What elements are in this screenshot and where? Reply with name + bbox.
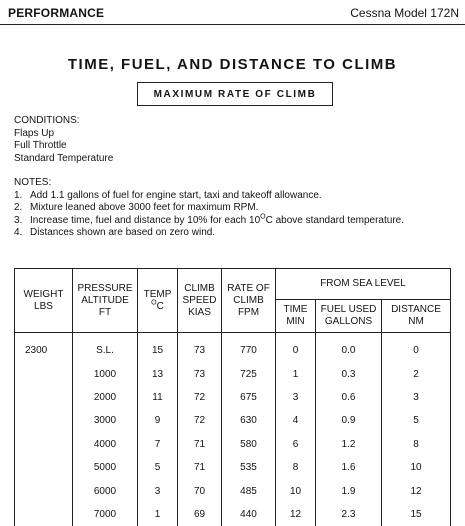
cell-speed: 71 — [178, 433, 222, 456]
note-item — [14, 190, 404, 203]
cell-fuel: 0.3 — [316, 362, 382, 385]
cell-time: 1 — [276, 362, 316, 385]
cell-weight — [15, 362, 73, 385]
page-header — [8, 6, 459, 24]
cell-temp: 13 — [138, 362, 178, 385]
header-from-sea-level: FROM SEA LEVEL — [276, 269, 451, 300]
cell-temp: 9 — [138, 409, 178, 432]
cell-time: 6 — [276, 433, 316, 456]
table-row — [15, 479, 451, 502]
header-climb-speed: CLIMB SPEED KIAS — [178, 269, 222, 333]
cell-fuel: 1.2 — [316, 433, 382, 456]
cell-weight — [15, 409, 73, 432]
cell-weight: 2300 — [15, 333, 73, 363]
header-fuel-used: FUEL USED GALLONS — [316, 300, 382, 333]
table-row — [15, 409, 451, 432]
cell-fuel: 0.0 — [316, 333, 382, 363]
notes-list — [14, 190, 404, 240]
cell-altitude: 1000 — [73, 362, 138, 385]
cell-weight — [15, 433, 73, 456]
cell-distance: 2 — [382, 362, 451, 385]
cell-time: 8 — [276, 456, 316, 479]
cell-speed: 73 — [178, 333, 222, 363]
cell-distance: 10 — [382, 456, 451, 479]
note-number: 3. — [14, 215, 30, 228]
header-time: TIME MIN — [276, 300, 316, 333]
cell-time: 10 — [276, 479, 316, 502]
note-item — [14, 202, 404, 215]
conditions-block — [14, 115, 113, 165]
condition-line: Standard Temperature — [14, 153, 113, 166]
cell-weight — [15, 479, 73, 502]
table-row — [15, 386, 451, 409]
note-number: 4. — [14, 227, 30, 240]
header-rule — [0, 24, 465, 25]
cell-rate: 630 — [222, 409, 276, 432]
cell-time: 12 — [276, 503, 316, 526]
aircraft-model: Cessna Model 172N — [350, 6, 459, 20]
cell-weight — [15, 386, 73, 409]
cell-fuel: 0.9 — [316, 409, 382, 432]
cell-temp: 11 — [138, 386, 178, 409]
cell-rate: 535 — [222, 456, 276, 479]
cell-speed: 71 — [178, 456, 222, 479]
header-temp: TEMP $^O$C — [138, 269, 178, 333]
cell-speed: 72 — [178, 386, 222, 409]
cell-rate: 440 — [222, 503, 276, 526]
table-body — [15, 333, 451, 526]
climb-performance-table — [14, 268, 451, 526]
cell-rate: 675 — [222, 386, 276, 409]
cell-rate: 580 — [222, 433, 276, 456]
notes-block — [14, 177, 404, 240]
cell-altitude: 5000 — [73, 456, 138, 479]
note-text: Distances shown are based on zero wind. — [30, 227, 215, 240]
cell-speed: 73 — [178, 362, 222, 385]
cell-time: 0 — [276, 333, 316, 363]
cell-fuel: 0.6 — [316, 386, 382, 409]
note-number: 1. — [14, 190, 30, 203]
degree-superscript: O — [260, 213, 265, 220]
cell-time: 3 — [276, 386, 316, 409]
cell-altitude: S.L. — [73, 333, 138, 363]
conditions-heading: CONDITIONS: — [14, 115, 113, 128]
note-item — [14, 227, 404, 240]
table-row — [15, 456, 451, 479]
cell-altitude: 7000 — [73, 503, 138, 526]
page-title: TIME, FUEL, AND DISTANCE TO CLIMB — [0, 56, 465, 73]
note-text — [30, 215, 404, 228]
cell-rate: 725 — [222, 362, 276, 385]
condition-line: Flaps Up — [14, 128, 113, 141]
table-row — [15, 333, 451, 363]
cell-distance: 8 — [382, 433, 451, 456]
cell-temp: 3 — [138, 479, 178, 502]
header-rate-of-climb: RATE OF CLIMB FPM — [222, 269, 276, 333]
condition-line: Full Throttle — [14, 140, 113, 153]
cell-distance: 5 — [382, 409, 451, 432]
cell-speed: 69 — [178, 503, 222, 526]
cell-temp: 5 — [138, 456, 178, 479]
note-text: Add 1.1 gallons of fuel for engine start, taxi and takeoff allowance. — [30, 190, 322, 203]
note-text: Mixture leaned above 3000 feet for maximum RPM. — [30, 202, 258, 215]
cell-distance: 0 — [382, 333, 451, 363]
cell-weight — [15, 503, 73, 526]
subtitle: MAXIMUM RATE OF CLIMB — [154, 89, 317, 100]
cell-rate: 770 — [222, 333, 276, 363]
table-row — [15, 433, 451, 456]
section-label: PERFORMANCE — [8, 6, 104, 20]
header-weight: WEIGHT LBS — [15, 269, 73, 333]
cell-temp: 1 — [138, 503, 178, 526]
cell-speed: 70 — [178, 479, 222, 502]
cell-time: 4 — [276, 409, 316, 432]
cell-temp: 7 — [138, 433, 178, 456]
cell-distance: 15 — [382, 503, 451, 526]
cell-altitude: 4000 — [73, 433, 138, 456]
note-number: 2. — [14, 202, 30, 215]
cell-altitude: 6000 — [73, 479, 138, 502]
cell-weight — [15, 456, 73, 479]
table-row — [15, 362, 451, 385]
table-row — [15, 503, 451, 526]
cell-fuel: 1.9 — [316, 479, 382, 502]
note-item — [14, 215, 404, 228]
cell-altitude: 3000 — [73, 409, 138, 432]
header-altitude: PRESSURE ALTITUDE FT — [73, 269, 138, 333]
cell-altitude: 2000 — [73, 386, 138, 409]
cell-rate: 485 — [222, 479, 276, 502]
cell-distance: 12 — [382, 479, 451, 502]
notes-heading: NOTES: — [14, 177, 404, 190]
cell-fuel: 2.3 — [316, 503, 382, 526]
cell-fuel: 1.6 — [316, 456, 382, 479]
note-text-before: Increase time, fuel and distance by 10% for each 10 — [30, 215, 260, 226]
cell-distance: 3 — [382, 386, 451, 409]
cell-speed: 72 — [178, 409, 222, 432]
subtitle-box — [137, 82, 333, 106]
header-distance: DISTANCE NM — [382, 300, 451, 333]
note-text-after: C above standard temperature. — [266, 215, 404, 226]
cell-temp: 15 — [138, 333, 178, 363]
